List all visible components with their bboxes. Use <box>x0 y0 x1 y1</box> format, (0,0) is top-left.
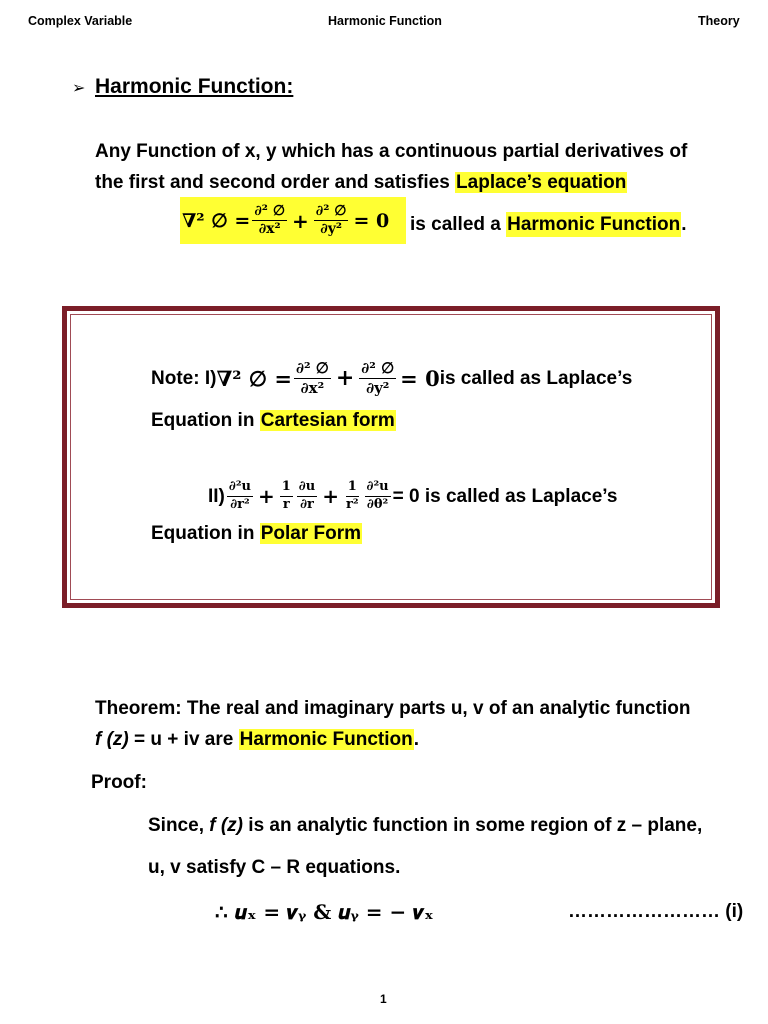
note-eq-lhs: ∇² ∅ = <box>216 365 292 391</box>
theorem-line-2 <box>95 730 419 749</box>
note-frac-y-num: ∂² ∅ <box>361 359 395 377</box>
note-box <box>62 306 720 608</box>
note-label-2: II) <box>208 485 225 507</box>
note-cartesian-equation: Note: I) ∇² ∅ = $\frac{\text{∂² ∅}}{\text{∂x²}}$ + $\frac{\text{∂² ∅}}{\text{∂y²}}$ = 0 is called as Laplace’s <box>151 359 633 397</box>
definition-line-2-prefix: the first and second order and satisfies <box>95 172 456 193</box>
section-bullet-icon: ➢ <box>72 80 86 97</box>
polar-frac-1-num: ∂²u <box>227 480 253 496</box>
polar-frac-3-num: ∂u <box>297 480 317 496</box>
definition-equation: ∇² ∅ = $\frac{\text{∂² ∅}}{\text{∂x²}}$ + $\frac{\text{∂² ∅}}{\text{∂y²}}$ = 𝟎 <box>182 202 390 237</box>
laplace-equation-highlight: Laplace’s equation <box>456 172 627 193</box>
polar-frac-2-num: 1 <box>280 480 293 496</box>
theorem-harmonic-highlight: Harmonic Function <box>239 729 413 750</box>
polar-frac-2-den: r <box>282 496 290 512</box>
harmonic-function-highlight: Harmonic Function <box>507 214 681 235</box>
polar-frac-3-den: ∂r <box>300 496 314 512</box>
definition-frac-y-num: ∂² ∅ <box>314 204 349 221</box>
definition-frac-y <box>314 204 349 238</box>
note-frac-x-den: ∂x² <box>300 378 325 397</box>
note-polar-line <box>151 524 362 543</box>
note-tail-1: is called as Laplace’s <box>439 367 633 389</box>
polar-frac-4 <box>344 480 361 512</box>
equation-number: …………………… (i) <box>568 901 744 922</box>
proof-line-1-rest: is an analytic function in some region of z – plane, <box>243 815 703 836</box>
definition-eq-rhs: = 𝟎 <box>353 209 390 232</box>
theorem-line-1: Theorem: The real and imaginary parts u, v of an analytic function <box>95 698 691 719</box>
theorem-fz: f (z) <box>95 729 129 750</box>
polar-frac-3 <box>297 480 317 512</box>
polar-frac-4-num: 1 <box>346 480 359 496</box>
note-line-4-prefix: Equation in <box>151 523 260 544</box>
definition-frac-x-den: ∂x² <box>258 221 281 237</box>
polar-frac-5 <box>365 480 391 512</box>
theorem-line-2-mid: = u + iv are <box>128 729 239 750</box>
proof-line-2: u, v satisfy C – R equations. <box>148 857 401 878</box>
note-eq-rhs: = 0 <box>400 365 440 391</box>
page-number: 1 <box>380 992 387 1006</box>
polar-frac-1 <box>227 480 253 512</box>
definition-period: . <box>681 214 687 235</box>
note-label: Note: I) <box>151 367 217 389</box>
definition-suffix-text: is called a <box>410 214 507 235</box>
note-cartesian-line <box>151 411 396 430</box>
polar-frac-5-den: ∂θ² <box>366 496 389 512</box>
header-right: Theory <box>698 14 740 28</box>
definition-frac-y-den: ∂y² <box>320 221 342 237</box>
definition-eq-lhs: ∇² ∅ = <box>182 209 251 232</box>
note-tail-2: = 0 is called as Laplace’s <box>392 485 618 507</box>
cartesian-form-highlight: Cartesian form <box>260 410 395 431</box>
proof-line-1-prefix: Since, <box>148 815 210 836</box>
header-center: Harmonic Function <box>328 14 442 28</box>
section-title: Harmonic Function: <box>95 75 294 98</box>
definition-line-1: Any Function of x, y which has a continuous partial derivatives of <box>95 141 688 162</box>
header-left: Complex Variable <box>28 14 133 28</box>
polar-frac-2 <box>280 480 293 512</box>
note-frac-x <box>294 360 331 396</box>
definition-suffix <box>410 212 687 237</box>
note-polar-equation: II) $\frac{\text{∂²u}}{\text{∂r²}}$ + $\frac{1}{r}$ $\frac{\partial u}{\partial r}$ + $\frac{1}{\text{r²}}$ $\frac{\text{∂²u}}{\text{∂θ²}}$ = 0 is called as Laplace’s <box>208 479 618 512</box>
definition-line-2 <box>95 173 627 192</box>
definition-frac-x <box>252 204 287 238</box>
theorem-period: . <box>413 729 420 750</box>
polar-frac-1-den: ∂r² <box>230 496 250 512</box>
polar-form-highlight: Polar Form <box>260 523 362 544</box>
note-frac-y-den: ∂y² <box>366 378 390 397</box>
proof-fz: f (z) <box>209 815 244 836</box>
definition-frac-x-num: ∂² ∅ <box>252 204 287 221</box>
proof-label: Proof: <box>91 772 147 793</box>
note-line-2-prefix: Equation in <box>151 410 260 431</box>
cr-equation: ∴ 𝒖ₓ = 𝒗ᵧ & 𝒖ᵧ = − 𝒗ₓ <box>215 900 434 924</box>
note-frac-y <box>359 360 396 396</box>
polar-frac-5-num: ∂²u <box>365 480 391 496</box>
note-frac-x-num: ∂² ∅ <box>295 359 329 377</box>
proof-line-1 <box>148 816 702 835</box>
polar-frac-4-den: r² <box>345 496 359 512</box>
